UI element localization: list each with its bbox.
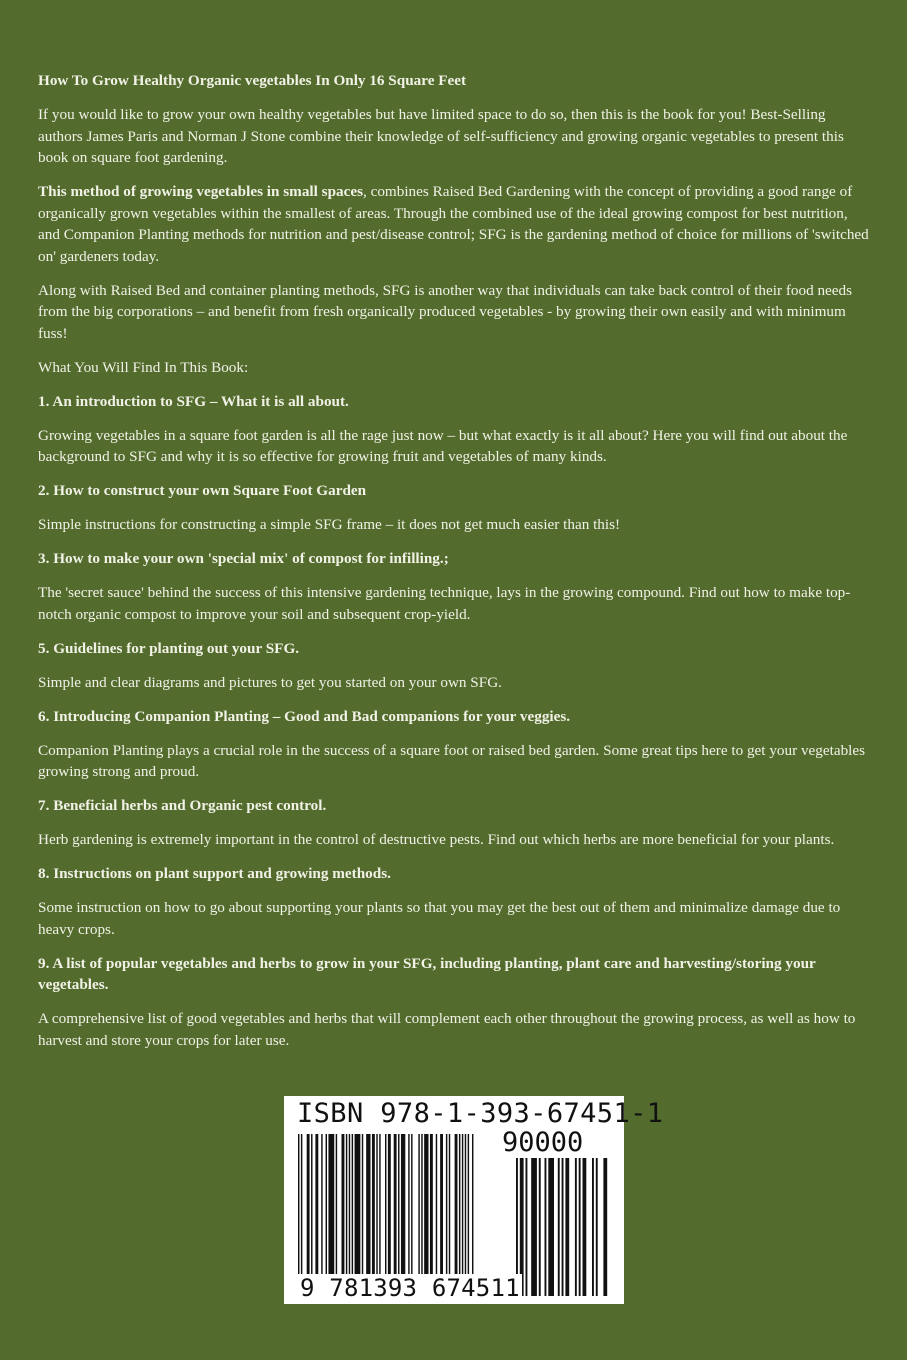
barcode-bar <box>411 1134 412 1282</box>
barcode-bar <box>418 1134 419 1282</box>
intro-1-text: If you would like to grow your own healthy vegetables but have limited space to do so, then this is the book for you! Best-Selling authors James Paris and Norman J Stone combine their knowledge of self-sufficiency and growing organic vegetables to present this book on square foot gardening. <box>38 106 844 166</box>
isbn-barcode <box>284 1096 664 1304</box>
barcode-bar <box>579 1158 581 1296</box>
barcode-bar <box>298 1134 299 1282</box>
intro-2-text: , combines Raised Bed Gardening with the concept of providing a good range of organically grown vegetables within the smallest of areas. Through the combined use of the ideal growing compost for best nutrition, and Companion Planting methods for nutrition and pest/disease control; SFG is the gardening method of choice for millions of 'switched on' gardeners today. <box>38 183 869 265</box>
section-body: Some instruction on how to go about supporting your plants so that you may get the best out of them and minimalize damage due to heavy crops. <box>38 899 841 938</box>
barcode-bar <box>446 1134 447 1282</box>
book-title: How To Grow Healthy Organic vegetables In Only 16 Square Feet <box>38 72 467 89</box>
barcode-bar <box>558 1158 560 1296</box>
barcode-bars <box>298 1134 494 1282</box>
back-cover-text <box>38 70 869 1064</box>
intro-3-text: Along with Raised Bed and container planting methods, SFG is another way that individuals can take back control of their food needs from the big corporations – and benefit from fresh organically produced vegetables - by growing their own easily and with minimum fuss! <box>38 281 853 342</box>
barcode-bar <box>385 1134 386 1282</box>
section-heading: 2. How to construct your own Square Foot Garden <box>38 482 367 499</box>
barcode-bar <box>424 1134 428 1282</box>
barcode-bar <box>440 1134 443 1282</box>
section-body: The 'secret sauce' behind the success of this intensive gardening technique, lays in the growing compound. Find out how to make top-notch organic compost to improve your soil and subsequent crop-yield. <box>38 584 851 623</box>
barcode-bar <box>376 1134 377 1282</box>
barcode-bar <box>336 1134 337 1282</box>
barcode-bar <box>472 1134 473 1282</box>
barcode-bar <box>468 1134 469 1282</box>
section-heading: 8. Instructions on plant support and growing methods. <box>38 865 391 882</box>
barcode-bar <box>326 1134 327 1282</box>
section-body: Simple and clear diagrams and pictures to get you started on your own SFG. <box>38 673 502 691</box>
barcode-bar <box>545 1158 547 1296</box>
barcode-bar <box>346 1134 347 1282</box>
barcode-bar <box>401 1134 405 1282</box>
section-body: A comprehensive list of good vegetables and herbs that will complement each other throughout the growing process, as well as how to harvest and store your crops for later use. <box>38 1010 856 1049</box>
isbn-label: ISBN 978-1-393-67451-1 <box>297 1098 664 1129</box>
barcode-bar <box>603 1158 607 1296</box>
barcode-bar <box>352 1134 353 1282</box>
barcode-bar <box>315 1134 318 1282</box>
barcode-bar <box>311 1134 312 1282</box>
barcode-bar <box>436 1134 437 1282</box>
barcode-bar <box>462 1134 463 1282</box>
section-heading: 7. Beneficial herbs and Organic pest control. <box>38 797 327 814</box>
find-heading: What You Will Find In This Book: <box>38 358 249 376</box>
barcode-bar <box>531 1158 537 1296</box>
barcode-bar <box>379 1134 380 1282</box>
section-body: Growing vegetables in a square foot garden is all the rage just now – but what exactly is it all about? Here you will find out about the background to SFG and why it is so effective for growing fruit and vegetables of many kinds. <box>38 426 848 465</box>
barcode-bar <box>539 1158 541 1296</box>
barcode-bar <box>526 1158 528 1296</box>
intro-2-bold: This method of growing vegetables in small spaces <box>38 183 363 200</box>
barcode-bar <box>465 1134 466 1282</box>
barcode-bar <box>421 1134 422 1282</box>
price-code: 90000 <box>502 1127 584 1158</box>
barcode-bar <box>596 1158 598 1296</box>
barcode-bar <box>366 1134 370 1282</box>
section-body: Simple instructions for constructing a simple SFG frame – it does not get much easier than this! <box>38 516 621 533</box>
section-heading: 1. An introduction to SFG – What it is all about. <box>38 392 349 410</box>
intro-paragraph-2 <box>38 181 869 267</box>
intro-paragraph-3 <box>38 280 869 345</box>
barcode-bar <box>372 1134 375 1282</box>
barcode-bar <box>449 1134 450 1282</box>
barcode-bar <box>301 1134 302 1282</box>
section-heading: 9. A list of popular vegetables and herbs to grow in your SFG, including planting, plant care and harvesting/storing your vegetables. <box>38 954 816 993</box>
barcode-bar <box>575 1158 577 1296</box>
barcode-bar <box>321 1134 322 1282</box>
intro-paragraph-1 <box>38 104 869 169</box>
barcode-bar <box>307 1134 310 1282</box>
barcode-bar <box>548 1158 554 1296</box>
barcode-bar <box>398 1134 399 1282</box>
section-heading: 6. Introducing Companion Planting – Good and Bad companions for your veggies. <box>38 707 571 725</box>
barcode-bar <box>592 1158 594 1296</box>
section-heading: 3. How to make your own 'special mix' of compost for infilling.; <box>38 550 449 567</box>
barcode-bar <box>342 1134 345 1282</box>
section-body: Herb gardening is extremely important in the control of destructive pests. Find out which herbs are more beneficial for your plants. <box>38 831 835 848</box>
barcode-bar <box>362 1134 363 1282</box>
barcode-bar <box>565 1158 569 1296</box>
section-heading: 5. Guidelines for planting out your SFG. <box>38 639 300 657</box>
barcode-bar <box>355 1134 361 1282</box>
barcode-bar <box>430 1134 433 1282</box>
barcode-bar <box>459 1134 460 1282</box>
barcode-addon-bars <box>516 1158 610 1296</box>
barcode-bar <box>328 1134 334 1282</box>
barcode-bar <box>583 1158 587 1296</box>
barcode-bar <box>455 1134 458 1282</box>
barcode-bar <box>394 1134 397 1282</box>
section-body: Companion Planting plays a crucial role in the success of a square foot or raised bed garden. Some great tips here to get your vegetables growing strong and proud. <box>38 741 866 780</box>
barcode-bar <box>408 1134 409 1282</box>
barcode-bar <box>349 1134 350 1282</box>
barcode-bar <box>388 1134 391 1282</box>
barcode-bar <box>562 1158 564 1296</box>
barcode-digits: 9 781393 674511 <box>300 1274 520 1302</box>
